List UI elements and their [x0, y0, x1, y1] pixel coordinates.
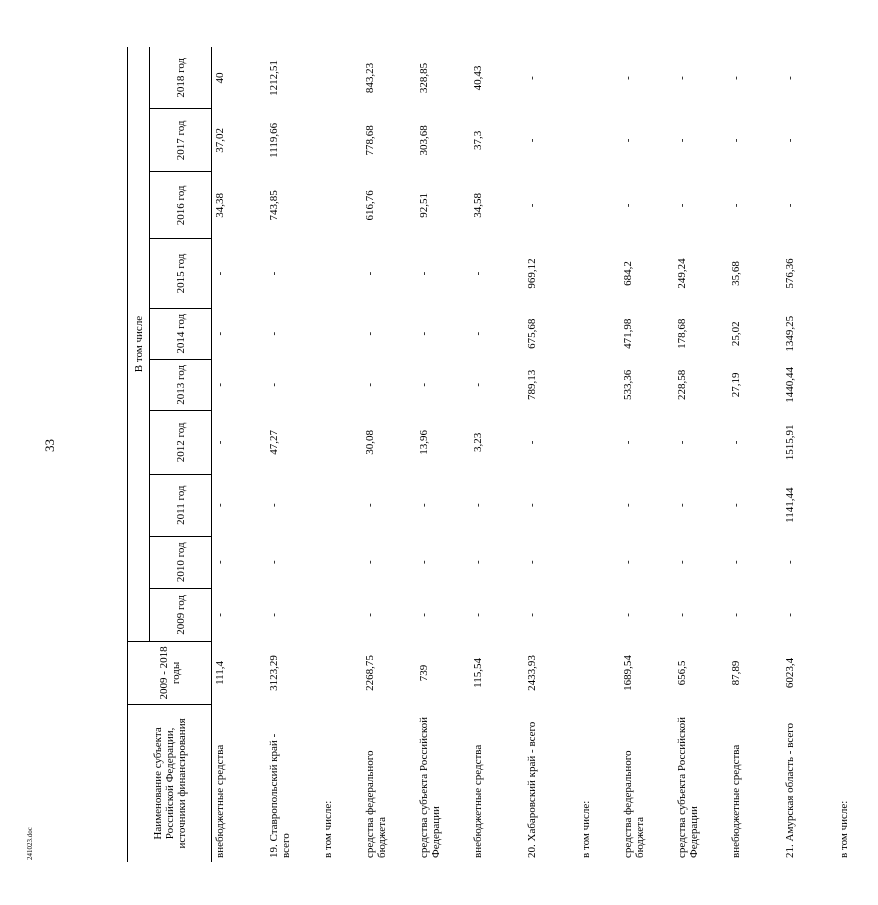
cell-year-value: -	[622, 203, 634, 208]
cell-year-value	[578, 172, 620, 239]
row-name: средства федерального бюджета	[364, 750, 388, 858]
cell-year-value: 1349,25	[784, 315, 796, 352]
cell-year-value: -	[526, 440, 538, 445]
cell-year-value: -	[730, 560, 742, 565]
table-body	[212, 47, 878, 862]
table-row	[470, 47, 524, 862]
cell-year-value: -	[676, 560, 688, 565]
cell-year-value: -	[268, 271, 280, 276]
cell-year-value: -	[364, 503, 376, 508]
header-year: 2014 год	[150, 308, 212, 359]
cell-total: 656,5	[676, 660, 688, 686]
cell-year-value: -	[784, 203, 796, 208]
cell-year-value	[320, 239, 362, 308]
row-name: средства федерального бюджета	[622, 750, 646, 858]
cell-year-value: -	[622, 138, 634, 143]
cell-year-value	[578, 47, 620, 109]
cell-total: 1689,54	[622, 655, 634, 691]
cell-year-value: -	[784, 560, 796, 565]
table-row	[416, 47, 470, 862]
cell-year-value: 13,96	[418, 429, 430, 455]
row-name: в том числе:	[580, 800, 592, 858]
cell-year-value: -	[730, 76, 742, 80]
row-name: 19. Ставропольский край - всего	[268, 733, 292, 858]
cell-year-value	[320, 109, 362, 172]
cell-year-value: -	[214, 383, 226, 387]
cell-year-value	[836, 359, 878, 410]
cell-year-value: -	[784, 138, 796, 143]
header-year: 2017 год	[150, 109, 212, 172]
header-year: 2018 год	[150, 47, 212, 109]
cell-year-value: -	[472, 503, 484, 508]
cell-year-value	[320, 410, 362, 474]
cell-year-value	[836, 474, 878, 536]
cell-year-value: 843,23	[364, 62, 376, 94]
table-row	[674, 47, 728, 862]
cell-year-value	[320, 308, 362, 359]
cell-year-value	[836, 308, 878, 359]
cell-year-value: -	[418, 271, 430, 276]
cell-year-value: 37,02	[214, 128, 226, 153]
cell-year-value: -	[418, 560, 430, 565]
rotated-table-container	[127, 47, 850, 862]
cell-year-value: -	[730, 440, 742, 445]
header-row-top	[128, 47, 150, 862]
cell-year-value: 1440,44	[784, 366, 796, 403]
cell-total: 6023,4	[784, 657, 796, 689]
cell-year-value: -	[364, 271, 376, 276]
cell-year-value: -	[268, 383, 280, 387]
table-row	[836, 47, 878, 862]
cell-year-value: 25,02	[730, 321, 742, 347]
cell-year-value: -	[676, 503, 688, 508]
cell-year-value: 47,27	[268, 429, 280, 455]
header-year: 2012 год	[150, 410, 212, 474]
table-row	[782, 47, 836, 862]
cell-year-value	[578, 474, 620, 536]
cell-year-value: 3,23	[472, 432, 484, 452]
cell-year-value: -	[784, 613, 796, 617]
cell-year-value: -	[676, 613, 688, 617]
cell-year-value: -	[364, 331, 376, 336]
table-row	[266, 47, 320, 862]
header-year: 2013 год	[150, 359, 212, 410]
cell-year-value: 249,24	[676, 258, 688, 289]
cell-total: 87,89	[730, 660, 742, 686]
cell-total	[578, 642, 620, 705]
cell-year-value: -	[676, 440, 688, 445]
cell-year-value	[578, 410, 620, 474]
row-name: 21. Амурская область - всего	[784, 723, 796, 858]
cell-year-value: -	[214, 613, 226, 617]
cell-year-value: 533,36	[622, 369, 634, 400]
financing-table	[127, 47, 878, 862]
table-row	[524, 47, 578, 862]
header-total-col: 2009 - 2018 годы	[128, 642, 212, 705]
cell-year-value	[320, 47, 362, 109]
cell-year-value: -	[472, 383, 484, 387]
cell-year-value: 92,51	[418, 192, 430, 218]
cell-total: 2433,93	[526, 655, 538, 691]
cell-year-value	[320, 588, 362, 641]
cell-year-value: -	[364, 383, 376, 387]
cell-year-value: 1515,91	[784, 424, 796, 461]
cell-year-value: 40,43	[472, 65, 484, 91]
table-row	[362, 47, 416, 862]
row-name: в том числе:	[322, 800, 334, 858]
cell-year-value: -	[214, 560, 226, 565]
cell-year-value: 30,08	[364, 429, 376, 455]
cell-year-value	[578, 239, 620, 308]
cell-year-value: 1212,51	[268, 60, 280, 96]
cell-year-value: 37,3	[472, 130, 484, 150]
cell-year-value	[578, 588, 620, 641]
cell-year-value: -	[472, 560, 484, 565]
cell-year-value: -	[676, 138, 688, 143]
cell-total	[320, 642, 362, 705]
header-year: 2015 год	[150, 239, 212, 308]
cell-year-value: -	[472, 271, 484, 276]
cell-year-value	[836, 47, 878, 109]
cell-total: 111,4	[214, 660, 226, 685]
cell-year-value: 675,68	[526, 318, 538, 349]
table-row	[320, 47, 362, 862]
cell-year-value: -	[268, 503, 280, 508]
cell-year-value: 303,68	[418, 125, 430, 156]
cell-year-value: -	[730, 613, 742, 617]
cell-year-value: 34,58	[472, 192, 484, 218]
cell-year-value	[836, 172, 878, 239]
cell-year-value: -	[676, 203, 688, 208]
cell-year-value: -	[214, 440, 226, 445]
cell-year-value: 743,85	[268, 190, 280, 221]
page-number: 33	[42, 439, 57, 452]
cell-year-value: 27,19	[730, 372, 742, 398]
row-name: средства субъекта Российской Федерации	[676, 716, 700, 858]
cell-year-value	[836, 588, 878, 641]
cell-year-value: -	[214, 271, 226, 276]
table-row	[728, 47, 782, 862]
cell-year-value: 1141,44	[784, 487, 796, 523]
row-name: средства субъекта Российской Федерации	[418, 716, 442, 858]
cell-year-value: 969,12	[526, 258, 538, 289]
cell-year-value: -	[730, 503, 742, 508]
header-year: 2016 год	[150, 172, 212, 239]
cell-year-value: -	[526, 203, 538, 208]
cell-year-value: -	[418, 503, 430, 508]
header-year: 2010 год	[150, 536, 212, 588]
cell-year-value	[836, 109, 878, 172]
cell-year-value	[578, 536, 620, 588]
cell-year-value: -	[214, 331, 226, 336]
cell-total: 2268,75	[364, 655, 376, 691]
cell-year-value: -	[622, 560, 634, 565]
cell-year-value	[320, 536, 362, 588]
cell-year-value: -	[676, 76, 688, 80]
cell-year-value: -	[622, 613, 634, 617]
cell-year-value: -	[364, 613, 376, 617]
cell-year-value: -	[268, 331, 280, 336]
cell-year-value: 35,68	[730, 261, 742, 286]
cell-year-value: 471,98	[622, 318, 634, 349]
cell-year-value: -	[526, 76, 538, 80]
table-row	[620, 47, 674, 862]
cell-year-value: 684,2	[622, 261, 634, 286]
cell-year-value: -	[526, 613, 538, 617]
cell-year-value: -	[622, 440, 634, 445]
cell-year-value	[836, 536, 878, 588]
row-name: внебюджетные средства	[214, 744, 226, 858]
cell-year-value	[578, 308, 620, 359]
cell-year-value	[578, 359, 620, 410]
cell-year-value	[578, 109, 620, 172]
cell-year-value: 576,36	[784, 258, 796, 289]
cell-total	[836, 642, 878, 705]
cell-year-value: -	[730, 203, 742, 208]
cell-total: 3123,29	[268, 655, 280, 691]
cell-total: 739	[418, 664, 430, 682]
cell-year-value: 328,85	[418, 62, 430, 94]
cell-year-value: -	[364, 560, 376, 565]
header-year: 2009 год	[150, 588, 212, 641]
cell-year-value: -	[418, 613, 430, 617]
cell-year-value: -	[784, 76, 796, 80]
row-name: в том числе:	[838, 800, 850, 858]
cell-year-value	[320, 172, 362, 239]
row-name: 20. Хабаровский край - всего	[526, 721, 538, 858]
cell-year-value: 34,38	[214, 192, 226, 218]
cell-year-value: -	[622, 76, 634, 80]
cell-year-value: -	[268, 560, 280, 565]
cell-year-value: 789,13	[526, 369, 538, 400]
cell-year-value: -	[214, 503, 226, 508]
cell-year-value: 40	[214, 72, 226, 84]
cell-year-value: 178,68	[676, 318, 688, 349]
header-group: В том числе	[128, 47, 150, 642]
cell-year-value: -	[418, 383, 430, 387]
cell-year-value: 228,58	[676, 369, 688, 400]
footer-filename: 241023.doc	[26, 827, 34, 860]
cell-year-value: 616,76	[364, 190, 376, 221]
cell-year-value: -	[472, 613, 484, 617]
cell-year-value: -	[268, 613, 280, 617]
cell-year-value: 1119,66	[268, 122, 280, 158]
cell-year-value: -	[472, 331, 484, 336]
cell-year-value: -	[418, 331, 430, 336]
cell-year-value: -	[730, 138, 742, 143]
cell-year-value: -	[622, 503, 634, 508]
cell-year-value	[836, 410, 878, 474]
cell-year-value: -	[526, 560, 538, 565]
cell-total: 115,54	[472, 658, 484, 688]
cell-year-value: -	[526, 503, 538, 508]
table-row	[212, 47, 267, 862]
table-row	[578, 47, 620, 862]
cell-year-value	[836, 239, 878, 308]
row-name: внебюджетные средства	[472, 744, 484, 858]
cell-year-value: -	[526, 138, 538, 143]
cell-year-value	[320, 359, 362, 410]
header-name-col: Наименование субъекта Российской Федерации, источники финансирования	[128, 704, 212, 862]
cell-year-value: 778,68	[364, 125, 376, 156]
row-name: внебюджетные средства	[730, 744, 742, 858]
header-year: 2011 год	[150, 474, 212, 536]
cell-year-value	[320, 474, 362, 536]
